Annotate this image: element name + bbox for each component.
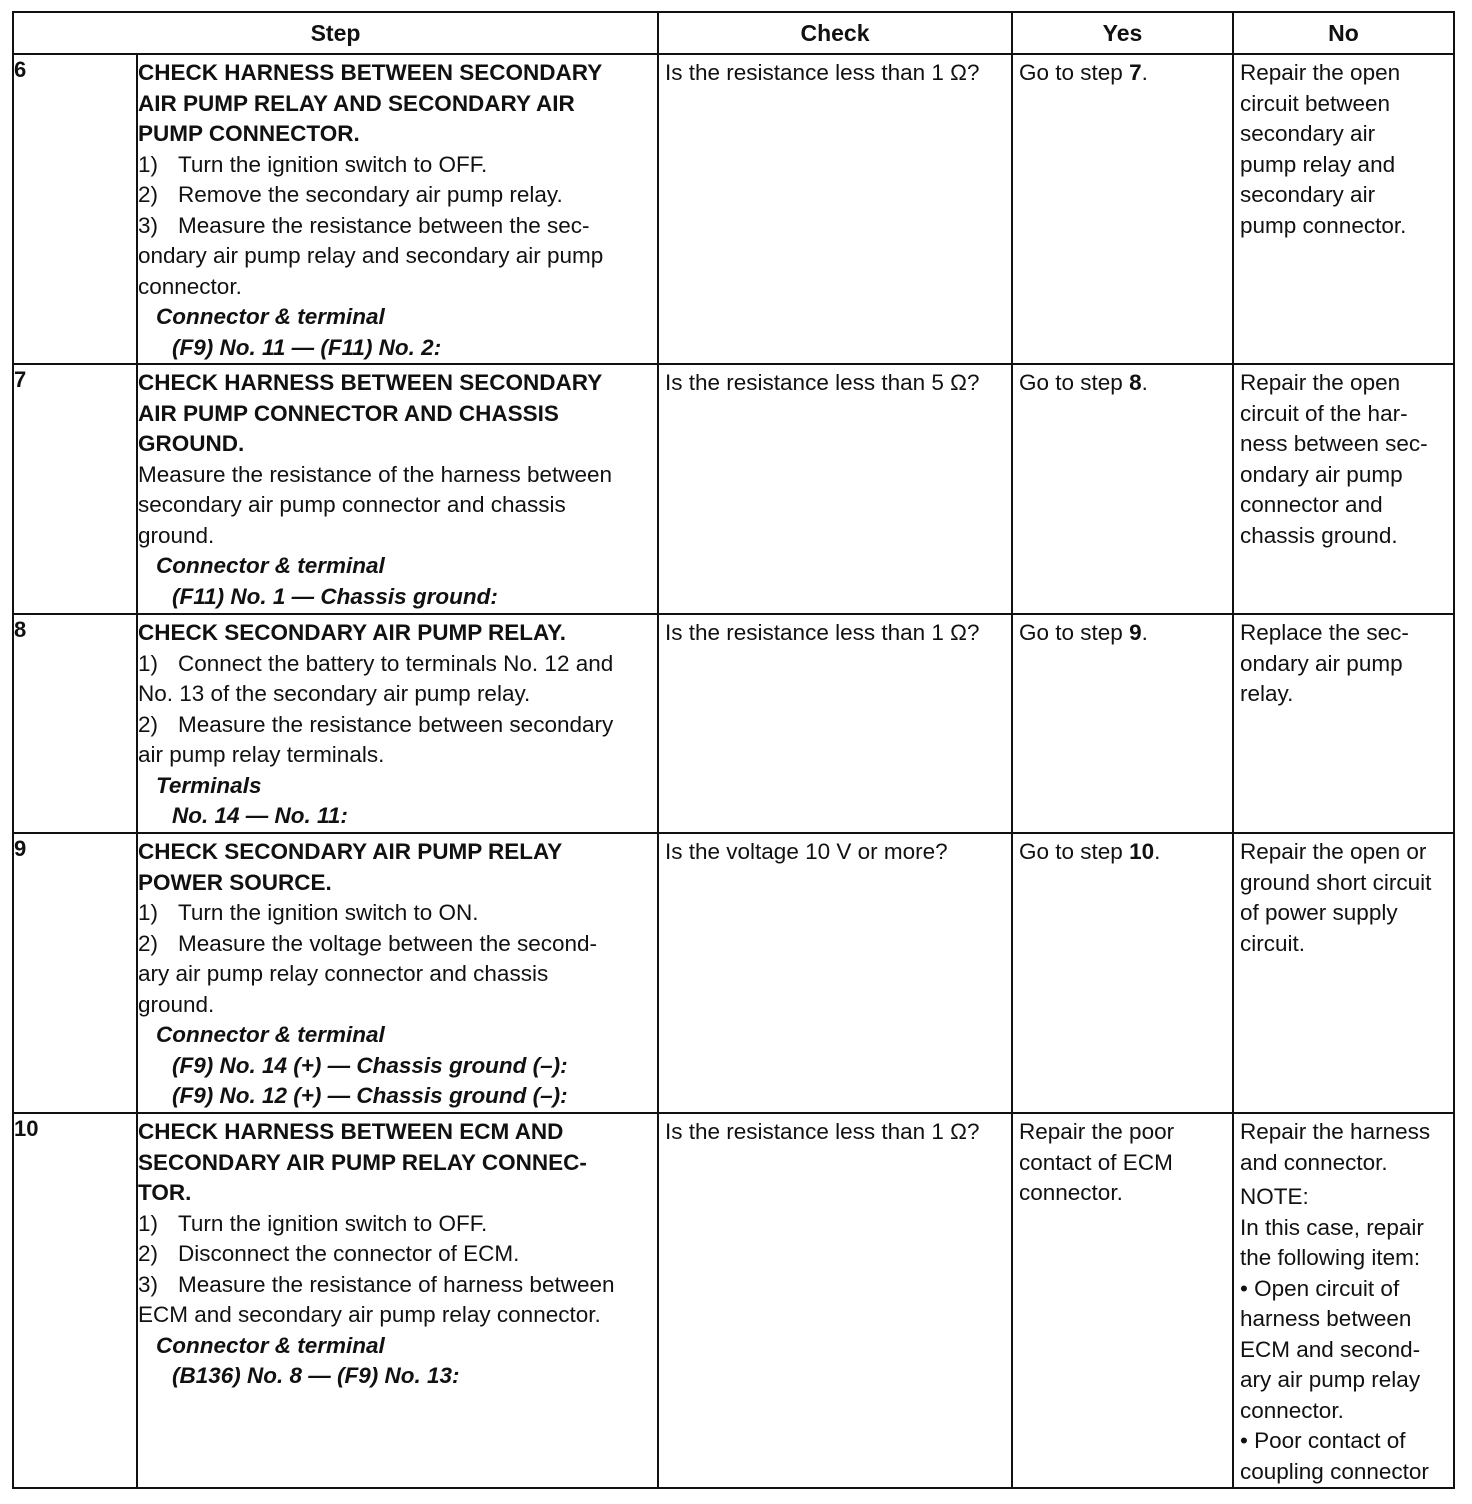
check-question: Is the resistance less than 1 Ω?	[665, 60, 980, 85]
step-number: 7	[13, 364, 137, 614]
instruction-text: Measure the resistance of harness between	[178, 1271, 615, 1297]
criteria-value: (F11) No. 1 — Chassis ground:	[172, 583, 498, 609]
no-note-line: ECM and second-	[1240, 1336, 1421, 1362]
check-cell	[658, 833, 1012, 1113]
yes-prefix: Go to step	[1019, 839, 1130, 864]
no-text: connector and	[1240, 492, 1383, 517]
no-note-line: harness between	[1240, 1306, 1412, 1331]
no-text: Repair the open	[1240, 370, 1401, 395]
step-number: 10	[13, 1113, 137, 1488]
instruction-number: 2)	[138, 182, 159, 207]
instruction-text: Turn the ignition switch to OFF.	[178, 151, 488, 177]
instruction-number: 3)	[138, 212, 159, 238]
instruction-number: 3)	[138, 1271, 159, 1297]
step-number: 8	[13, 614, 137, 833]
step-title-line: CHECK SECONDARY AIR PUMP RELAY	[138, 839, 563, 864]
check-question: Is the resistance less than 1 Ω?	[665, 1119, 980, 1144]
step-instruction	[138, 272, 653, 303]
instruction-text: Measure the voltage between the second-	[178, 930, 598, 956]
instruction-number: 1)	[138, 151, 159, 177]
yes-suffix: .	[1154, 839, 1161, 864]
yes-text: contact of ECM	[1019, 1149, 1173, 1175]
instruction-text: ary air pump relay connector and chassis	[138, 961, 549, 986]
step-instruction	[138, 521, 653, 552]
no-cell	[1233, 364, 1454, 614]
no-note	[1240, 1182, 1449, 1487]
instruction-text: ground.	[138, 991, 215, 1017]
instruction-number: 1)	[138, 900, 159, 925]
check-cell	[658, 1113, 1012, 1488]
step-title-line: CHECK SECONDARY AIR PUMP RELAY.	[138, 620, 566, 645]
step-instruction	[138, 460, 653, 491]
step-instruction	[138, 150, 653, 181]
criteria-heading: Connector & terminal	[156, 304, 385, 329]
step-content	[137, 1113, 658, 1488]
instruction-number: 1)	[138, 1210, 159, 1236]
no-text: secondary air	[1240, 182, 1376, 207]
instruction-text: ECM and secondary air pump relay connector.	[138, 1302, 601, 1327]
yes-suffix: .	[1141, 60, 1148, 85]
no-text: Repair the harness	[1240, 1119, 1431, 1144]
no-text: secondary air	[1240, 121, 1376, 146]
step-title-line: POWER SOURCE.	[138, 869, 332, 895]
step-instruction	[138, 929, 653, 960]
check-question: Is the voltage 10 V or more?	[665, 839, 948, 864]
step-title-line: GROUND.	[138, 431, 245, 456]
no-note-line: the following item:	[1240, 1245, 1421, 1270]
step-instruction	[138, 679, 653, 710]
step-title-line: TOR.	[138, 1180, 192, 1205]
yes-cell	[1012, 1113, 1233, 1488]
step-instruction	[138, 898, 653, 929]
no-text: and connector.	[1240, 1149, 1388, 1175]
header-yes: Yes	[1012, 12, 1233, 54]
yes-cell	[1012, 54, 1233, 364]
header-check: Check	[658, 12, 1012, 54]
criteria-value: (B136) No. 8 — (F9) No. 13:	[172, 1363, 460, 1388]
header-row	[13, 12, 1454, 54]
no-text: pump connector.	[1240, 212, 1407, 238]
criteria-heading: Connector & terminal	[156, 1022, 385, 1047]
step-title-line: AIR PUMP CONNECTOR AND CHASSIS	[138, 400, 559, 426]
no-text: circuit of the har-	[1240, 400, 1408, 426]
instruction-text: Connect the battery to terminals No. 12 and	[178, 650, 614, 676]
step-title-line: CHECK HARNESS BETWEEN ECM AND	[138, 1119, 564, 1144]
criteria-value: (F9) No. 12 (+) — Chassis ground (–):	[172, 1083, 568, 1108]
instruction-text: air pump relay terminals.	[138, 742, 385, 767]
check-cell	[658, 364, 1012, 614]
header-no: No	[1233, 12, 1454, 54]
instruction-text: Disconnect the connector of ECM.	[178, 1241, 520, 1266]
criteria-value: No. 14 — No. 11:	[172, 803, 348, 828]
yes-suffix: .	[1141, 620, 1148, 645]
step-title-line: SECONDARY AIR PUMP RELAY CONNEC-	[138, 1149, 587, 1175]
step-title-line: CHECK HARNESS BETWEEN SECONDARY	[138, 60, 603, 85]
yes-cell	[1012, 614, 1233, 833]
yes-cell	[1012, 364, 1233, 614]
yes-text: Repair the poor	[1019, 1119, 1175, 1144]
header-step: Step	[13, 12, 658, 54]
no-note-line: In this case, repair	[1240, 1214, 1424, 1240]
instruction-text: Measure the resistance of the harness between	[138, 461, 613, 487]
yes-text	[1019, 58, 1228, 89]
no-note-line: • Poor contact of	[1240, 1428, 1406, 1453]
step-title-line: CHECK HARNESS BETWEEN SECONDARY	[138, 370, 603, 395]
no-note-line: connector.	[1240, 1397, 1344, 1423]
criteria-value: (F9) No. 11 — (F11) No. 2:	[172, 334, 442, 360]
step-instruction	[138, 1300, 653, 1331]
step-instruction	[138, 1239, 653, 1270]
no-text: of power supply	[1240, 900, 1398, 925]
yes-prefix: Go to step	[1019, 60, 1130, 85]
instruction-text: ground.	[138, 522, 215, 548]
yes-cell	[1012, 833, 1233, 1113]
no-text: circuit between	[1240, 90, 1391, 116]
instruction-text: ondary air pump relay and secondary air pump	[138, 243, 604, 268]
instruction-text: secondary air pump connector and chassis	[138, 492, 566, 517]
step-instruction	[138, 649, 653, 680]
step-instruction	[138, 990, 653, 1021]
instruction-text: Measure the resistance between the sec-	[178, 212, 590, 238]
instruction-number: 2)	[138, 1241, 159, 1266]
yes-text	[1019, 618, 1228, 649]
yes-text: connector.	[1019, 1180, 1123, 1205]
instruction-number: 2)	[138, 711, 159, 737]
instruction-text: No. 13 of the secondary air pump relay.	[138, 681, 531, 706]
no-note-line: ary air pump relay	[1240, 1367, 1421, 1392]
check-question: Is the resistance less than 5 Ω?	[665, 370, 980, 395]
instruction-number: 1)	[138, 650, 159, 676]
check-question: Is the resistance less than 1 Ω?	[665, 620, 980, 645]
step-instruction	[138, 959, 653, 990]
step-instruction	[138, 740, 653, 771]
no-text: circuit.	[1240, 930, 1306, 956]
yes-step-link: 8	[1129, 370, 1142, 395]
instruction-text: Turn the ignition switch to ON.	[178, 900, 479, 925]
no-text: ground short circuit	[1240, 869, 1432, 895]
step-content	[137, 833, 658, 1113]
yes-step-link: 7	[1129, 60, 1142, 85]
instruction-text: Remove the secondary air pump relay.	[178, 182, 563, 207]
no-text: ondary air pump	[1240, 461, 1403, 487]
step-title-line: PUMP CONNECTOR.	[138, 121, 360, 146]
diagnostic-table	[12, 11, 1455, 1489]
table-row	[13, 833, 1454, 1113]
table-row	[13, 364, 1454, 614]
step-content	[137, 364, 658, 614]
check-cell	[658, 54, 1012, 364]
criteria-heading: Terminals	[156, 772, 262, 798]
instruction-number: 2)	[138, 930, 159, 956]
step-instruction	[138, 490, 653, 521]
step-number: 9	[13, 833, 137, 1113]
criteria-value: (F9) No. 14 (+) — Chassis ground (–):	[172, 1052, 568, 1078]
step-instruction	[138, 211, 653, 242]
check-cell	[658, 614, 1012, 833]
step-content	[137, 614, 658, 833]
no-text: Repair the open	[1240, 60, 1401, 85]
yes-text	[1019, 837, 1228, 868]
step-number: 6	[13, 54, 137, 364]
instruction-text: Turn the ignition switch to OFF.	[178, 1210, 488, 1236]
yes-prefix: Go to step	[1019, 620, 1130, 645]
no-text: ondary air pump	[1240, 650, 1403, 676]
no-note-line: • Open circuit of	[1240, 1275, 1400, 1301]
step-instruction	[138, 710, 653, 741]
instruction-text: Measure the resistance between secondary	[178, 711, 614, 737]
no-note-line: coupling connector	[1240, 1458, 1429, 1484]
criteria-heading: Connector & terminal	[156, 553, 385, 578]
no-text: relay.	[1240, 681, 1294, 706]
table-row	[13, 614, 1454, 833]
table-row	[13, 54, 1454, 364]
criteria-heading: Connector & terminal	[156, 1332, 385, 1358]
step-instruction	[138, 1209, 653, 1240]
step-instruction	[138, 1270, 653, 1301]
no-text: ness between sec-	[1240, 431, 1428, 456]
no-text: Repair the open or	[1240, 839, 1427, 864]
instruction-text: connector.	[138, 273, 242, 299]
no-text: pump relay and	[1240, 151, 1396, 177]
table-row	[13, 1113, 1454, 1488]
step-instruction	[138, 241, 653, 272]
no-text: Replace the sec-	[1240, 620, 1409, 645]
yes-step-link: 9	[1129, 620, 1142, 645]
no-cell	[1233, 1113, 1454, 1488]
no-text: chassis ground.	[1240, 522, 1398, 548]
no-cell	[1233, 614, 1454, 833]
yes-text	[1019, 368, 1228, 399]
no-cell	[1233, 833, 1454, 1113]
no-cell	[1233, 54, 1454, 364]
yes-step-link: 10	[1129, 839, 1155, 864]
step-title-line: AIR PUMP RELAY AND SECONDARY AIR	[138, 90, 575, 116]
step-content	[137, 54, 658, 364]
yes-suffix: .	[1141, 370, 1148, 395]
no-note-line: NOTE:	[1240, 1184, 1309, 1209]
step-instruction	[138, 180, 653, 211]
yes-prefix: Go to step	[1019, 370, 1130, 395]
